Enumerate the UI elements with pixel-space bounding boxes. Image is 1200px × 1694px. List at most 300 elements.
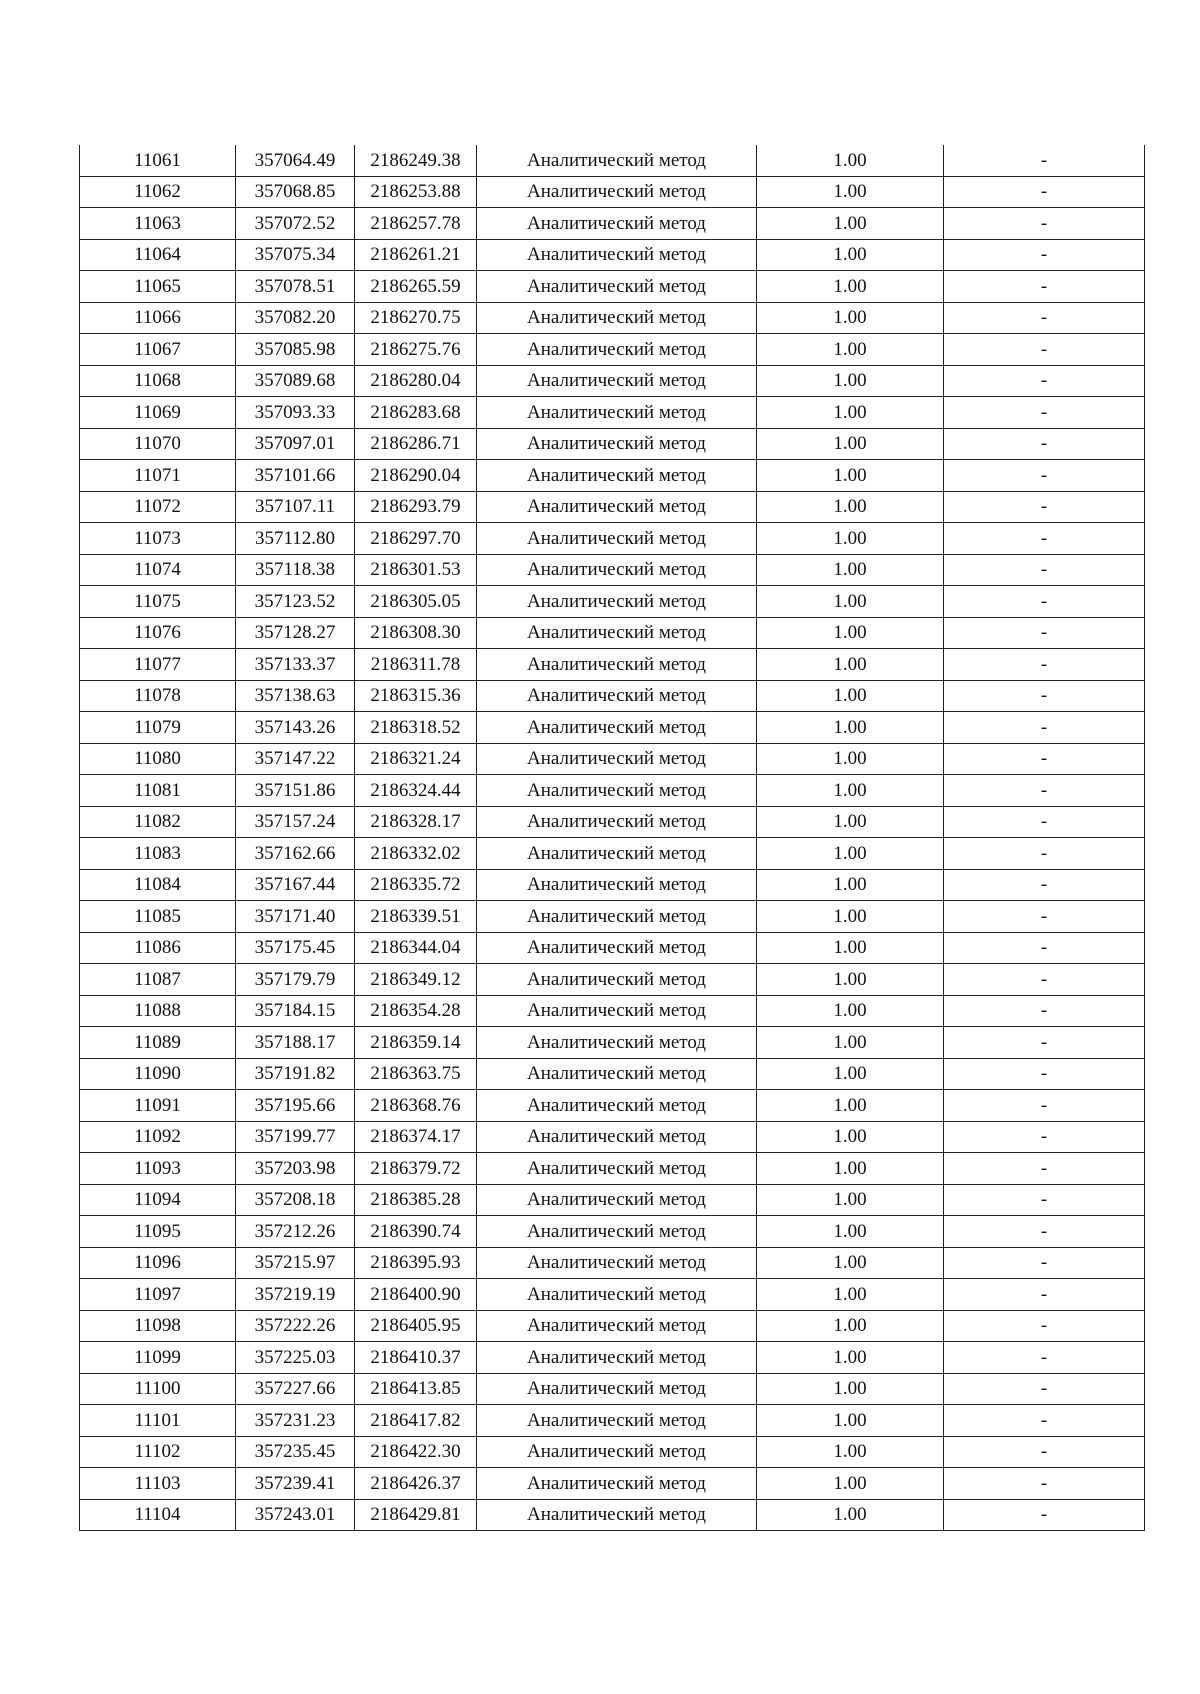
accuracy-cell: 1.00 — [757, 806, 944, 838]
accuracy-cell: 1.00 — [757, 995, 944, 1027]
accuracy-cell: 1.00 — [757, 932, 944, 964]
accuracy-cell: 1.00 — [757, 1405, 944, 1437]
y-coordinate-cell: 2186308.30 — [355, 617, 477, 649]
method-cell: Аналитический метод — [477, 1216, 757, 1248]
method-cell: Аналитический метод — [477, 397, 757, 429]
method-cell: Аналитический метод — [477, 964, 757, 996]
y-coordinate-cell: 2186413.85 — [355, 1373, 477, 1405]
x-coordinate-cell: 357118.38 — [236, 554, 355, 586]
point-number-cell: 11095 — [80, 1216, 236, 1248]
method-cell: Аналитический метод — [477, 1090, 757, 1122]
method-cell: Аналитический метод — [477, 838, 757, 870]
x-coordinate-cell: 357222.26 — [236, 1310, 355, 1342]
accuracy-cell: 1.00 — [757, 1436, 944, 1468]
note-cell: - — [944, 460, 1145, 492]
table-body — [80, 145, 1145, 1531]
accuracy-cell: 1.00 — [757, 1310, 944, 1342]
accuracy-cell: 1.00 — [757, 775, 944, 807]
x-coordinate-cell: 357093.33 — [236, 397, 355, 429]
point-number-cell: 11074 — [80, 554, 236, 586]
accuracy-cell: 1.00 — [757, 491, 944, 523]
x-coordinate-cell: 357227.66 — [236, 1373, 355, 1405]
note-cell: - — [944, 1499, 1145, 1531]
table-row — [80, 932, 1145, 964]
note-cell: - — [944, 649, 1145, 681]
table-row — [80, 1468, 1145, 1500]
table-row — [80, 523, 1145, 555]
y-coordinate-cell: 2186321.24 — [355, 743, 477, 775]
point-number-cell: 11071 — [80, 460, 236, 492]
method-cell: Аналитический метод — [477, 491, 757, 523]
note-cell: - — [944, 239, 1145, 271]
method-cell: Аналитический метод — [477, 1121, 757, 1153]
point-number-cell: 11092 — [80, 1121, 236, 1153]
note-cell: - — [944, 1468, 1145, 1500]
accuracy-cell: 1.00 — [757, 869, 944, 901]
y-coordinate-cell: 2186429.81 — [355, 1499, 477, 1531]
y-coordinate-cell: 2186270.75 — [355, 302, 477, 334]
accuracy-cell: 1.00 — [757, 365, 944, 397]
x-coordinate-cell: 357128.27 — [236, 617, 355, 649]
note-cell: - — [944, 838, 1145, 870]
point-number-cell: 11075 — [80, 586, 236, 618]
table-row — [80, 586, 1145, 618]
point-number-cell: 11097 — [80, 1279, 236, 1311]
accuracy-cell: 1.00 — [757, 1247, 944, 1279]
y-coordinate-cell: 2186395.93 — [355, 1247, 477, 1279]
table-row — [80, 712, 1145, 744]
table-row — [80, 1090, 1145, 1122]
point-number-cell: 11099 — [80, 1342, 236, 1374]
method-cell: Аналитический метод — [477, 1436, 757, 1468]
note-cell: - — [944, 932, 1145, 964]
y-coordinate-cell: 2186301.53 — [355, 554, 477, 586]
table-row — [80, 1499, 1145, 1531]
y-coordinate-cell: 2186253.88 — [355, 176, 477, 208]
accuracy-cell: 1.00 — [757, 649, 944, 681]
method-cell: Аналитический метод — [477, 302, 757, 334]
accuracy-cell: 1.00 — [757, 460, 944, 492]
x-coordinate-cell: 357225.03 — [236, 1342, 355, 1374]
point-number-cell: 11086 — [80, 932, 236, 964]
accuracy-cell: 1.00 — [757, 208, 944, 240]
x-coordinate-cell: 357188.17 — [236, 1027, 355, 1059]
x-coordinate-cell: 357097.01 — [236, 428, 355, 460]
method-cell: Аналитический метод — [477, 145, 757, 176]
table-row — [80, 145, 1145, 176]
note-cell: - — [944, 1090, 1145, 1122]
table-row — [80, 239, 1145, 271]
accuracy-cell: 1.00 — [757, 1499, 944, 1531]
x-coordinate-cell: 357078.51 — [236, 271, 355, 303]
point-number-cell: 11082 — [80, 806, 236, 838]
accuracy-cell: 1.00 — [757, 428, 944, 460]
note-cell: - — [944, 712, 1145, 744]
y-coordinate-cell: 2186315.36 — [355, 680, 477, 712]
y-coordinate-cell: 2186417.82 — [355, 1405, 477, 1437]
x-coordinate-cell: 357195.66 — [236, 1090, 355, 1122]
x-coordinate-cell: 357243.01 — [236, 1499, 355, 1531]
note-cell: - — [944, 365, 1145, 397]
x-coordinate-cell: 357072.52 — [236, 208, 355, 240]
x-coordinate-cell: 357112.80 — [236, 523, 355, 555]
point-number-cell: 11103 — [80, 1468, 236, 1500]
y-coordinate-cell: 2186305.05 — [355, 586, 477, 618]
note-cell: - — [944, 523, 1145, 555]
x-coordinate-cell: 357179.79 — [236, 964, 355, 996]
method-cell: Аналитический метод — [477, 554, 757, 586]
table-row — [80, 1121, 1145, 1153]
accuracy-cell: 1.00 — [757, 145, 944, 176]
x-coordinate-cell: 357184.15 — [236, 995, 355, 1027]
accuracy-cell: 1.00 — [757, 1216, 944, 1248]
note-cell: - — [944, 901, 1145, 933]
note-cell: - — [944, 806, 1145, 838]
x-coordinate-cell: 357138.63 — [236, 680, 355, 712]
note-cell: - — [944, 995, 1145, 1027]
point-number-cell: 11077 — [80, 649, 236, 681]
point-number-cell: 11064 — [80, 239, 236, 271]
accuracy-cell: 1.00 — [757, 1090, 944, 1122]
note-cell: - — [944, 1310, 1145, 1342]
method-cell: Аналитический метод — [477, 460, 757, 492]
method-cell: Аналитический метод — [477, 1027, 757, 1059]
note-cell: - — [944, 964, 1145, 996]
accuracy-cell: 1.00 — [757, 1342, 944, 1374]
note-cell: - — [944, 1027, 1145, 1059]
y-coordinate-cell: 2186261.21 — [355, 239, 477, 271]
table-row — [80, 365, 1145, 397]
point-number-cell: 11079 — [80, 712, 236, 744]
method-cell: Аналитический метод — [477, 334, 757, 366]
table-row — [80, 649, 1145, 681]
accuracy-cell: 1.00 — [757, 838, 944, 870]
x-coordinate-cell: 357208.18 — [236, 1184, 355, 1216]
note-cell: - — [944, 145, 1145, 176]
y-coordinate-cell: 2186286.71 — [355, 428, 477, 460]
x-coordinate-cell: 357107.11 — [236, 491, 355, 523]
method-cell: Аналитический метод — [477, 239, 757, 271]
y-coordinate-cell: 2186422.30 — [355, 1436, 477, 1468]
table-row — [80, 901, 1145, 933]
x-coordinate-cell: 357068.85 — [236, 176, 355, 208]
x-coordinate-cell: 357101.66 — [236, 460, 355, 492]
x-coordinate-cell: 357157.24 — [236, 806, 355, 838]
point-number-cell: 11083 — [80, 838, 236, 870]
accuracy-cell: 1.00 — [757, 1468, 944, 1500]
point-number-cell: 11073 — [80, 523, 236, 555]
accuracy-cell: 1.00 — [757, 554, 944, 586]
note-cell: - — [944, 554, 1145, 586]
y-coordinate-cell: 2186324.44 — [355, 775, 477, 807]
note-cell: - — [944, 775, 1145, 807]
y-coordinate-cell: 2186400.90 — [355, 1279, 477, 1311]
accuracy-cell: 1.00 — [757, 586, 944, 618]
table-row — [80, 1184, 1145, 1216]
note-cell: - — [944, 1121, 1145, 1153]
point-number-cell: 11087 — [80, 964, 236, 996]
method-cell: Аналитический метод — [477, 649, 757, 681]
table-row — [80, 1373, 1145, 1405]
point-number-cell: 11101 — [80, 1405, 236, 1437]
method-cell: Аналитический метод — [477, 1468, 757, 1500]
note-cell: - — [944, 743, 1145, 775]
accuracy-cell: 1.00 — [757, 176, 944, 208]
x-coordinate-cell: 357151.86 — [236, 775, 355, 807]
table-row — [80, 334, 1145, 366]
method-cell: Аналитический метод — [477, 271, 757, 303]
note-cell: - — [944, 680, 1145, 712]
y-coordinate-cell: 2186374.17 — [355, 1121, 477, 1153]
accuracy-cell: 1.00 — [757, 302, 944, 334]
point-number-cell: 11061 — [80, 145, 236, 176]
y-coordinate-cell: 2186379.72 — [355, 1153, 477, 1185]
note-cell: - — [944, 869, 1145, 901]
method-cell: Аналитический метод — [477, 365, 757, 397]
y-coordinate-cell: 2186265.59 — [355, 271, 477, 303]
table-row — [80, 208, 1145, 240]
y-coordinate-cell: 2186335.72 — [355, 869, 477, 901]
table-row — [80, 1405, 1145, 1437]
y-coordinate-cell: 2186249.38 — [355, 145, 477, 176]
note-cell: - — [944, 1247, 1145, 1279]
y-coordinate-cell: 2186368.76 — [355, 1090, 477, 1122]
y-coordinate-cell: 2186318.52 — [355, 712, 477, 744]
y-coordinate-cell: 2186328.17 — [355, 806, 477, 838]
x-coordinate-cell: 357199.77 — [236, 1121, 355, 1153]
table-row — [80, 617, 1145, 649]
table-row — [80, 838, 1145, 870]
point-number-cell: 11089 — [80, 1027, 236, 1059]
point-number-cell: 11088 — [80, 995, 236, 1027]
x-coordinate-cell: 357219.19 — [236, 1279, 355, 1311]
table-row — [80, 1027, 1145, 1059]
method-cell: Аналитический метод — [477, 1184, 757, 1216]
table-row — [80, 302, 1145, 334]
note-cell: - — [944, 491, 1145, 523]
x-coordinate-cell: 357147.22 — [236, 743, 355, 775]
method-cell: Аналитический метод — [477, 775, 757, 807]
x-coordinate-cell: 357203.98 — [236, 1153, 355, 1185]
x-coordinate-cell: 357162.66 — [236, 838, 355, 870]
x-coordinate-cell: 357215.97 — [236, 1247, 355, 1279]
table-row — [80, 680, 1145, 712]
y-coordinate-cell: 2186405.95 — [355, 1310, 477, 1342]
note-cell: - — [944, 208, 1145, 240]
method-cell: Аналитический метод — [477, 680, 757, 712]
table-row — [80, 1216, 1145, 1248]
method-cell: Аналитический метод — [477, 1153, 757, 1185]
point-number-cell: 11080 — [80, 743, 236, 775]
point-number-cell: 11081 — [80, 775, 236, 807]
method-cell: Аналитический метод — [477, 1279, 757, 1311]
accuracy-cell: 1.00 — [757, 1373, 944, 1405]
table-row — [80, 428, 1145, 460]
method-cell: Аналитический метод — [477, 1247, 757, 1279]
x-coordinate-cell: 357133.37 — [236, 649, 355, 681]
x-coordinate-cell: 357089.68 — [236, 365, 355, 397]
accuracy-cell: 1.00 — [757, 1184, 944, 1216]
x-coordinate-cell: 357212.26 — [236, 1216, 355, 1248]
point-number-cell: 11084 — [80, 869, 236, 901]
x-coordinate-cell: 357123.52 — [236, 586, 355, 618]
note-cell: - — [944, 1373, 1145, 1405]
y-coordinate-cell: 2186339.51 — [355, 901, 477, 933]
table-row — [80, 775, 1145, 807]
table-row — [80, 554, 1145, 586]
point-number-cell: 11072 — [80, 491, 236, 523]
x-coordinate-cell: 357064.49 — [236, 145, 355, 176]
method-cell: Аналитический метод — [477, 743, 757, 775]
x-coordinate-cell: 357231.23 — [236, 1405, 355, 1437]
point-number-cell: 11065 — [80, 271, 236, 303]
accuracy-cell: 1.00 — [757, 680, 944, 712]
accuracy-cell: 1.00 — [757, 743, 944, 775]
point-number-cell: 11069 — [80, 397, 236, 429]
note-cell: - — [944, 397, 1145, 429]
accuracy-cell: 1.00 — [757, 397, 944, 429]
method-cell: Аналитический метод — [477, 1373, 757, 1405]
note-cell: - — [944, 1405, 1145, 1437]
method-cell: Аналитический метод — [477, 712, 757, 744]
note-cell: - — [944, 428, 1145, 460]
note-cell: - — [944, 271, 1145, 303]
x-coordinate-cell: 357235.45 — [236, 1436, 355, 1468]
method-cell: Аналитический метод — [477, 1342, 757, 1374]
note-cell: - — [944, 1342, 1145, 1374]
accuracy-cell: 1.00 — [757, 712, 944, 744]
point-number-cell: 11091 — [80, 1090, 236, 1122]
y-coordinate-cell: 2186311.78 — [355, 649, 477, 681]
y-coordinate-cell: 2186410.37 — [355, 1342, 477, 1374]
coordinates-table — [79, 145, 1145, 1531]
accuracy-cell: 1.00 — [757, 1058, 944, 1090]
accuracy-cell: 1.00 — [757, 334, 944, 366]
note-cell: - — [944, 1184, 1145, 1216]
y-coordinate-cell: 2186283.68 — [355, 397, 477, 429]
point-number-cell: 11090 — [80, 1058, 236, 1090]
accuracy-cell: 1.00 — [757, 1279, 944, 1311]
accuracy-cell: 1.00 — [757, 1153, 944, 1185]
accuracy-cell: 1.00 — [757, 1027, 944, 1059]
point-number-cell: 11076 — [80, 617, 236, 649]
method-cell: Аналитический метод — [477, 523, 757, 555]
accuracy-cell: 1.00 — [757, 617, 944, 649]
table-row — [80, 1279, 1145, 1311]
point-number-cell: 11068 — [80, 365, 236, 397]
table-row — [80, 271, 1145, 303]
note-cell: - — [944, 1436, 1145, 1468]
method-cell: Аналитический метод — [477, 208, 757, 240]
table-row — [80, 806, 1145, 838]
point-number-cell: 11104 — [80, 1499, 236, 1531]
method-cell: Аналитический метод — [477, 1499, 757, 1531]
x-coordinate-cell: 357175.45 — [236, 932, 355, 964]
accuracy-cell: 1.00 — [757, 239, 944, 271]
y-coordinate-cell: 2186385.28 — [355, 1184, 477, 1216]
y-coordinate-cell: 2186293.79 — [355, 491, 477, 523]
x-coordinate-cell: 357167.44 — [236, 869, 355, 901]
point-number-cell: 11078 — [80, 680, 236, 712]
method-cell: Аналитический метод — [477, 869, 757, 901]
point-number-cell: 11096 — [80, 1247, 236, 1279]
point-number-cell: 11063 — [80, 208, 236, 240]
point-number-cell: 11094 — [80, 1184, 236, 1216]
point-number-cell: 11067 — [80, 334, 236, 366]
table-row — [80, 1342, 1145, 1374]
x-coordinate-cell: 357171.40 — [236, 901, 355, 933]
x-coordinate-cell: 357239.41 — [236, 1468, 355, 1500]
point-number-cell: 11102 — [80, 1436, 236, 1468]
note-cell: - — [944, 302, 1145, 334]
y-coordinate-cell: 2186354.28 — [355, 995, 477, 1027]
table-row — [80, 869, 1145, 901]
method-cell: Аналитический метод — [477, 176, 757, 208]
y-coordinate-cell: 2186257.78 — [355, 208, 477, 240]
x-coordinate-cell: 357075.34 — [236, 239, 355, 271]
method-cell: Аналитический метод — [477, 1310, 757, 1342]
method-cell: Аналитический метод — [477, 901, 757, 933]
y-coordinate-cell: 2186363.75 — [355, 1058, 477, 1090]
table-row — [80, 397, 1145, 429]
y-coordinate-cell: 2186297.70 — [355, 523, 477, 555]
note-cell: - — [944, 1153, 1145, 1185]
y-coordinate-cell: 2186290.04 — [355, 460, 477, 492]
table-row — [80, 491, 1145, 523]
table-row — [80, 1058, 1145, 1090]
accuracy-cell: 1.00 — [757, 1121, 944, 1153]
x-coordinate-cell: 357191.82 — [236, 1058, 355, 1090]
y-coordinate-cell: 2186344.04 — [355, 932, 477, 964]
y-coordinate-cell: 2186349.12 — [355, 964, 477, 996]
note-cell: - — [944, 586, 1145, 618]
point-number-cell: 11070 — [80, 428, 236, 460]
point-number-cell: 11100 — [80, 1373, 236, 1405]
method-cell: Аналитический метод — [477, 1405, 757, 1437]
accuracy-cell: 1.00 — [757, 901, 944, 933]
point-number-cell: 11062 — [80, 176, 236, 208]
table-row — [80, 176, 1145, 208]
point-number-cell: 11098 — [80, 1310, 236, 1342]
point-number-cell: 11093 — [80, 1153, 236, 1185]
point-number-cell: 11085 — [80, 901, 236, 933]
x-coordinate-cell: 357143.26 — [236, 712, 355, 744]
y-coordinate-cell: 2186280.04 — [355, 365, 477, 397]
y-coordinate-cell: 2186390.74 — [355, 1216, 477, 1248]
method-cell: Аналитический метод — [477, 586, 757, 618]
y-coordinate-cell: 2186426.37 — [355, 1468, 477, 1500]
table-row — [80, 995, 1145, 1027]
table-row — [80, 1153, 1145, 1185]
point-number-cell: 11066 — [80, 302, 236, 334]
note-cell: - — [944, 617, 1145, 649]
table-row — [80, 1310, 1145, 1342]
note-cell: - — [944, 176, 1145, 208]
y-coordinate-cell: 2186332.02 — [355, 838, 477, 870]
table-row — [80, 1247, 1145, 1279]
note-cell: - — [944, 1279, 1145, 1311]
table-row — [80, 743, 1145, 775]
y-coordinate-cell: 2186359.14 — [355, 1027, 477, 1059]
method-cell: Аналитический метод — [477, 995, 757, 1027]
method-cell: Аналитический метод — [477, 428, 757, 460]
accuracy-cell: 1.00 — [757, 523, 944, 555]
method-cell: Аналитический метод — [477, 1058, 757, 1090]
accuracy-cell: 1.00 — [757, 271, 944, 303]
method-cell: Аналитический метод — [477, 932, 757, 964]
x-coordinate-cell: 357085.98 — [236, 334, 355, 366]
method-cell: Аналитический метод — [477, 806, 757, 838]
